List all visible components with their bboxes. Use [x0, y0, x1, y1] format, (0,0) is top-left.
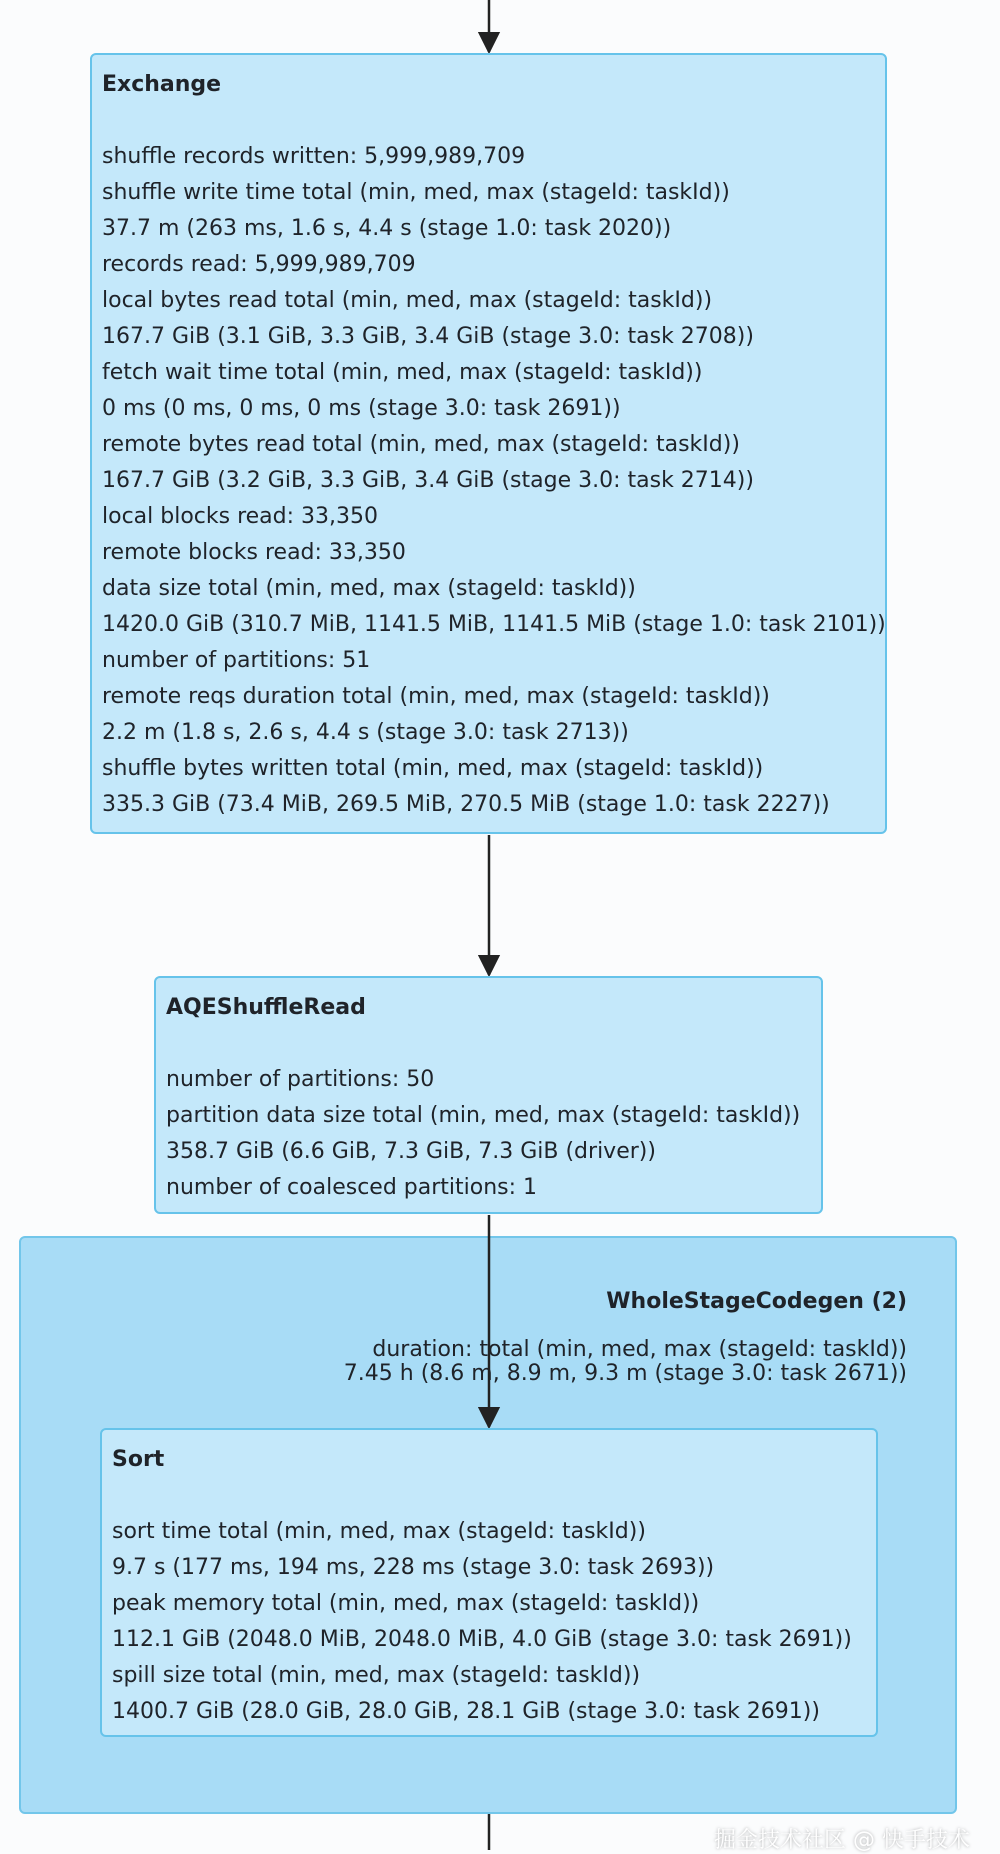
metric-line: 112.1 GiB (2048.0 MiB, 2048.0 MiB, 4.0 GiB (stage 3.0: task 2691)) — [112, 1627, 852, 1652]
node-metrics — [102, 139, 885, 823]
metric-line: fetch wait time total (min, med, max (stageId: taskId)) — [102, 360, 703, 385]
metric-line: local blocks read: 33,350 — [102, 504, 379, 529]
metric-line: number of partitions: 51 — [102, 648, 371, 673]
metric-line: data size total (min, med, max (stageId: taskId)) — [102, 576, 636, 601]
metric-line: spill size total (min, med, max (stageId: taskId)) — [112, 1663, 641, 1688]
node-title: AQEShuffleRead — [166, 995, 366, 1020]
aqe-shuffle-read-node[interactable] — [154, 976, 823, 1214]
metric-line: 37.7 m (263 ms, 1.6 s, 4.4 s (stage 1.0: task 2020)) — [102, 216, 672, 241]
metric-line: 358.7 GiB (6.6 GiB, 7.3 GiB, 7.3 GiB (driver)) — [166, 1139, 656, 1164]
cluster-title: WholeStageCodegen (2) — [606, 1289, 907, 1314]
metric-line: records read: 5,999,989,709 — [102, 252, 416, 277]
metric-line: 0 ms (0 ms, 0 ms, 0 ms (stage 3.0: task 2691)) — [102, 396, 621, 421]
metric-line: 2.2 m (1.8 s, 2.6 s, 4.4 s (stage 3.0: task 2713)) — [102, 720, 629, 745]
metric-line: shuffle write time total (min, med, max (stageId: taskId)) — [102, 180, 730, 205]
metric-line: 167.7 GiB (3.1 GiB, 3.3 GiB, 3.4 GiB (stage 3.0: task 2708)) — [102, 324, 754, 349]
metric-line: 167.7 GiB (3.2 GiB, 3.3 GiB, 3.4 GiB (stage 3.0: task 2714)) — [102, 468, 754, 493]
node-metrics — [112, 1514, 876, 1730]
cluster-metric-line: 7.45 h (8.6 m, 8.9 m, 9.3 m (stage 3.0: task 2671)) — [343, 1361, 907, 1386]
metric-line: partition data size total (min, med, max (stageId: taskId)) — [166, 1103, 801, 1128]
metric-line: 1420.0 GiB (310.7 MiB, 1141.5 MiB, 1141.5 MiB (stage 1.0: task 2101)) — [102, 612, 886, 637]
metric-line: sort time total (min, med, max (stageId: taskId)) — [112, 1519, 646, 1544]
node-metrics — [166, 1062, 821, 1206]
metric-line: local bytes read total (min, med, max (stageId: taskId)) — [102, 288, 713, 313]
metric-line: 9.7 s (177 ms, 194 ms, 228 ms (stage 3.0: task 2693)) — [112, 1555, 715, 1580]
node-title: Sort — [112, 1447, 165, 1472]
sort-node[interactable] — [100, 1428, 878, 1737]
metric-line: remote reqs duration total (min, med, max (stageId: taskId)) — [102, 684, 770, 709]
metric-line: shuffle records written: 5,999,989,709 — [102, 144, 526, 169]
node-title: Exchange — [102, 72, 222, 97]
exchange-node[interactable] — [90, 53, 887, 834]
watermark-text: 掘金技术社区 @ 快手技术 — [714, 1828, 970, 1853]
cluster-metric-line: duration: total (min, med, max (stageId: taskId)) — [372, 1337, 907, 1362]
metric-line: remote bytes read total (min, med, max (stageId: taskId)) — [102, 432, 740, 457]
metric-line: 335.3 GiB (73.4 MiB, 269.5 MiB, 270.5 MiB (stage 1.0: task 2227)) — [102, 792, 830, 817]
metric-line: number of coalesced partitions: 1 — [166, 1175, 538, 1200]
metric-line: remote blocks read: 33,350 — [102, 540, 406, 565]
metric-line: peak memory total (min, med, max (stageId: taskId)) — [112, 1591, 700, 1616]
metric-line: 1400.7 GiB (28.0 GiB, 28.0 GiB, 28.1 GiB (stage 3.0: task 2691)) — [112, 1699, 820, 1724]
metric-line: shuffle bytes written total (min, med, max (stageId: taskId)) — [102, 756, 764, 781]
metric-line: number of partitions: 50 — [166, 1067, 435, 1092]
